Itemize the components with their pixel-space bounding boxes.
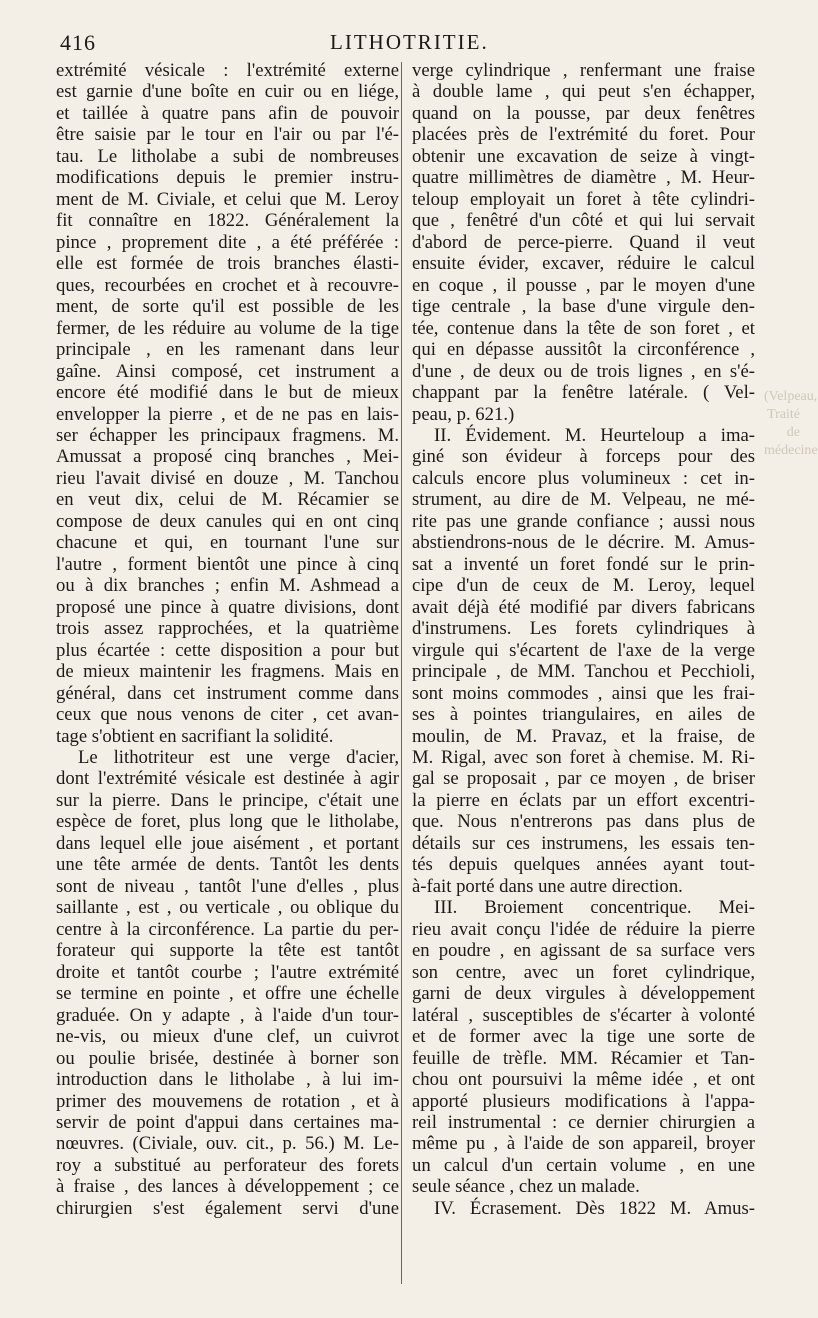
- text-line: gal se proposait , par ce moyen , de briser: [412, 768, 755, 790]
- text-line: à-fait porté dans une autre direction.: [412, 875, 683, 897]
- text-line: II. Évidement. M. Heurteloup a ima-: [434, 424, 755, 446]
- running-title: LITHOTRITIE.: [330, 30, 489, 54]
- text-line: l'autre , forment bientôt une pince à cinq: [56, 553, 399, 575]
- text-line: tage s'obtient en sacrifiant la solidité.: [56, 725, 334, 747]
- text-line: pince , proprement dite , a été préférée :: [56, 231, 399, 253]
- left-column: [56, 60, 399, 1219]
- text-line: virgule qui s'écartent de l'axe de la verge: [412, 639, 755, 661]
- text-line: tés depuis quelques années ayant tout-: [412, 854, 755, 876]
- text-line: cipe d'un de ceux de M. Leroy, lequel: [412, 575, 755, 597]
- text-line: obtenir une excavation de seize à vingt-: [412, 145, 755, 167]
- text-line: introduction dans le litholabe , à lui im-: [56, 1069, 399, 1091]
- text-line: encore été modifié dans le but de mieux: [56, 382, 399, 404]
- text-line: à fraise , des lances à développement ; ce: [56, 1176, 399, 1198]
- text-line: feuille de trèfle. MM. Récamier et Tan-: [412, 1047, 755, 1069]
- text-line: calculs encore plus volumineux : cet in-: [412, 467, 755, 489]
- text-line: à double lame , qui peut s'en échapper,: [412, 81, 755, 103]
- text-line: droite et tantôt courbe ; l'autre extrémité: [56, 961, 399, 983]
- text-line: détails sur ces instrumens, les essais ten-: [412, 832, 755, 854]
- text-line: giné son évideur à forceps pour des: [412, 446, 755, 468]
- text-line: apporté plusieurs modifications à l'appa-: [412, 1090, 755, 1112]
- text-line: qui en dépasse aussitôt la circonférence ,: [412, 339, 755, 361]
- text-line: principale , en les ramenant dans leur: [56, 339, 399, 361]
- text-line: une tête armée de dents. Tantôt les dents: [56, 854, 399, 876]
- text-line: se termine en pointe , et offre une échelle: [56, 983, 399, 1005]
- text-line: graduée. On y adapte , à l'aide d'un tour-: [56, 1004, 399, 1026]
- text-line: strument, au dire de M. Velpeau, ne mé-: [412, 489, 755, 511]
- text-line: chirurgien s'est également servi d'une: [56, 1197, 399, 1219]
- text-line: elle est formée de trois branches élasti-: [56, 253, 399, 275]
- text-line: tau. Le litholabe a subi de nombreuses: [56, 145, 399, 167]
- text-line: abstiendrons-nous de le décrire. M. Amus-: [412, 532, 755, 554]
- text-line: d'une , de deux ou de trois lignes , en s'é-: [412, 360, 755, 382]
- text-line: gaîne. Ainsi composé, cet instrument a: [56, 360, 399, 382]
- text-line: en coque , il pousse , par le moyen d'une: [412, 274, 755, 296]
- text-line: peau, p. 621.): [412, 403, 515, 425]
- text-line: ser échapper les principaux fragmens. M.: [56, 424, 399, 446]
- text-line: ment de M. Civiale, et celui que M. Leroy: [56, 188, 399, 210]
- text-line: général, dans cet instrument comme dans: [56, 682, 399, 704]
- text-line: Le lithotriteur est une verge d'acier,: [78, 747, 399, 768]
- text-line: sont moins commodes , ainsi que les frai-: [412, 682, 755, 704]
- text-line: tée, contenue dans la tête de son foret , et: [412, 317, 755, 339]
- text-line: ment, de sorte qu'il est possible de les: [56, 296, 399, 318]
- text-line: moulin, de M. Pravaz, et la fraise, de: [412, 725, 755, 747]
- text-line: plus écartée : cette disposition a pour but: [56, 639, 399, 661]
- text-line: centre à la circonférence. La partie du per-: [56, 918, 399, 940]
- text-line: verge cylindrique , renfermant une fraise: [412, 60, 755, 81]
- text-line: quatre millimètres de diamètre , M. Heur-: [412, 167, 755, 189]
- text-line: nœuvres. (Civiale, ouv. cit., p. 56.) M. Le-: [56, 1133, 399, 1155]
- text-line: envelopper la pierre , et de ne pas en lais-: [56, 403, 399, 425]
- bleed-through-text: (Velpeau, Traité de médecine: [764, 389, 818, 458]
- text-line: est garnie d'une boîte en cuir ou en liége,: [56, 81, 399, 103]
- text-line: rieu l'avait divisé en douze , M. Tanchou: [56, 467, 399, 489]
- text-line: dans lequel elle joue aisément , et portant: [56, 832, 399, 854]
- text-line: tige centrale , la base d'une virgule den-: [412, 296, 755, 318]
- right-column: [412, 60, 755, 1219]
- text-line: que , fenêtré d'un côté et qui lui servait: [412, 210, 755, 232]
- text-line: chappant par la fenêtre latérale. ( Vel-: [412, 382, 755, 404]
- text-line: ses à pointes triangulaires, en ailes de: [412, 704, 755, 726]
- text-line: compose de deux canules qui en ont cinq: [56, 510, 399, 532]
- text-line: même pu , à l'aide de son appareil, broyer: [412, 1133, 755, 1155]
- text-line: garni de deux virgules à développement: [412, 983, 755, 1005]
- text-line: et taillée à quatre pans afin de pouvoir: [56, 102, 399, 124]
- text-line: que. Nous n'entrerons pas dans plus de: [412, 811, 755, 833]
- text-line: quand on la pousse, par deux fenêtres: [412, 102, 755, 124]
- text-line: placées près de l'extrémité du foret. Pour: [412, 124, 755, 146]
- text-line: ou à dix branches ; enfin M. Ashmead a: [56, 575, 399, 597]
- text-line: modifications depuis le premier instru-: [56, 167, 399, 189]
- text-line: ensuite évider, excaver, réduire le calcul: [412, 253, 755, 275]
- text-line: d'instrumens. Les forets cylindriques à: [412, 618, 755, 640]
- text-line: en poudre , en agissant de sa surface vers: [412, 940, 755, 962]
- text-line: en veut dix, celui de M. Récamier se: [56, 489, 399, 511]
- text-line: ou poulie brisée, destinée à borner son: [56, 1047, 399, 1069]
- text-line: IV. Écrasement. Dès 1822 M. Amus-: [434, 1197, 755, 1219]
- text-line: chou ont poursuivi la même idée , et ont: [412, 1069, 755, 1091]
- text-line: sur la pierre. Dans le principe, c'était une: [56, 789, 399, 811]
- text-line: ques, recourbées en crochet et à recouvre-: [56, 274, 399, 296]
- text-line: M. Rigal, avec son foret à chemise. M. Ri-: [412, 747, 755, 768]
- text-line: seule séance , chez un malade.: [412, 1176, 640, 1198]
- text-line: III. Broiement concentrique. Mei-: [434, 897, 755, 919]
- text-line: primer des mouvemens de rotation , et à: [56, 1090, 399, 1112]
- text-line: rieu avait conçu l'idée de réduire la pierre: [412, 918, 755, 940]
- running-head: [60, 30, 770, 60]
- text-line: trois assez rapprochées, et la quatrième: [56, 618, 399, 640]
- text-line: dont l'extrémité vésicale est destinée à agir: [56, 768, 399, 790]
- text-line: chacune et qui, en tournant l'une sur: [56, 532, 399, 554]
- text-line: avait déjà été modifié par divers fabricans: [412, 596, 755, 618]
- text-line: teloup employait un foret à tête cylindri-: [412, 188, 755, 210]
- text-line: son centre, avec un foret cylindrique,: [412, 961, 755, 983]
- text-line: et de former avec la tige une sorte de: [412, 1026, 755, 1048]
- text-line: saillante , est , ou verticale , ou oblique du: [56, 897, 399, 919]
- page-number: 416: [60, 30, 96, 55]
- text-line: reil instrumental : ce dernier chirurgien a: [412, 1111, 755, 1133]
- text-line: être saisie par le tour en l'air ou par l'é-: [56, 124, 399, 146]
- text-line: forateur qui supporte la tête est tantôt: [56, 940, 399, 962]
- text-line: roy a substitué au perforateur des forets: [56, 1154, 399, 1176]
- text-line: un calcul d'un certain volume , en une: [412, 1154, 755, 1176]
- text-line: Amussat a proposé cinq branches , Mei-: [56, 446, 399, 468]
- text-line: sont de niveau , tantôt l'une d'elles , plus: [56, 875, 399, 897]
- text-line: latéral , susceptibles de s'écarter à volonté: [412, 1004, 755, 1026]
- text-line: ne-vis, ou mieux d'une clef, un cuivrot: [56, 1026, 399, 1048]
- text-line: d'abord de perce-pierre. Quand il veut: [412, 231, 755, 253]
- text-line: fit connaître en 1822. Généralement la: [56, 210, 399, 232]
- text-line: extrémité vésicale : l'extrémité externe: [56, 60, 399, 81]
- column-rule: [401, 62, 402, 1284]
- text-line: espèce de foret, plus long que le litholabe,: [56, 811, 399, 833]
- text-line: proposé une pince à quatre divisions, dont: [56, 596, 399, 618]
- text-line: fermer, de les réduire au volume de la tige: [56, 317, 399, 339]
- text-line: de mieux maintenir les fragmens. Mais en: [56, 661, 399, 683]
- text-line: sat a inventé un foret fondé sur le prin-: [412, 553, 755, 575]
- text-line: rite pas une grande confiance ; aussi nous: [412, 510, 755, 532]
- text-line: ceux que nous venons de citer , cet avan-: [56, 704, 399, 726]
- text-line: servir de point d'appui dans certaines ma-: [56, 1111, 399, 1133]
- text-line: la pierre en éclats par un effort excentri-: [412, 789, 755, 811]
- text-line: principale , de MM. Tanchou et Pecchioli,: [412, 661, 755, 683]
